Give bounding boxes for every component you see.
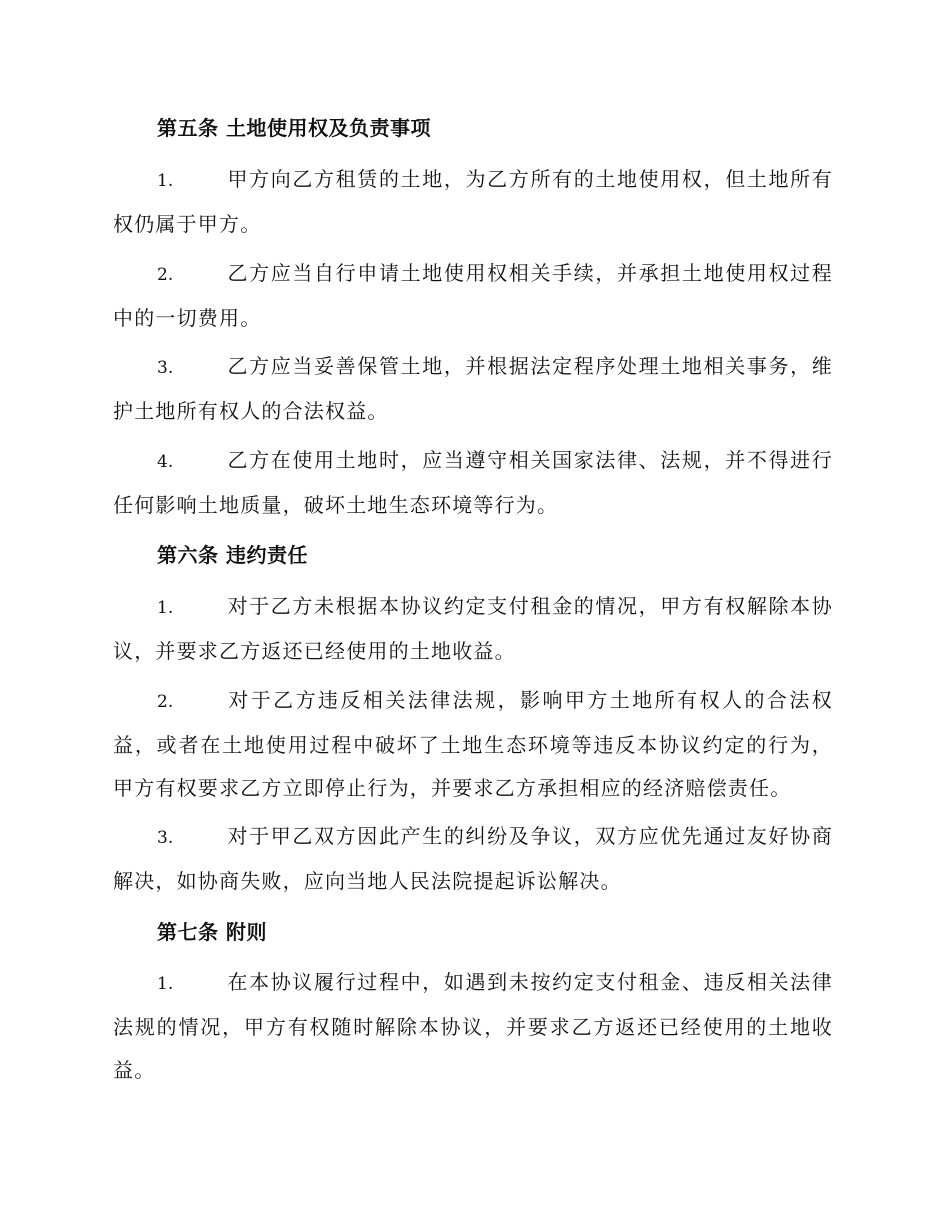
clause-text: 乙方应当妥善保管土地，并根据法定程序处理土地相关事务，维护土地所有权人的合法权益。 (113, 354, 833, 423)
clause-item (113, 961, 833, 1092)
clause-item (113, 815, 833, 903)
clause-text: 乙方应当自行申请土地使用权相关手续，并承担土地使用权过程中的一切费用。 (113, 261, 833, 330)
clause-number: 3. (157, 828, 174, 848)
clause-item (113, 158, 833, 246)
clause-number: 1. (157, 171, 174, 191)
clause-item (113, 679, 833, 810)
clause-text: 乙方在使用土地时，应当遵守相关国家法律、法规，并不得进行任何影响土地质量，破坏土地生态环境等行为。 (113, 448, 833, 517)
section-title: 第五条 土地使用权及负责事项 (157, 116, 431, 140)
clause-text: 在本协议履行过程中，如遇到未按约定支付租金、违反相关法律法规的情况，甲方有权随时解除本协议，并要求乙方返还已经使用的土地收益。 (113, 970, 833, 1082)
clause-number: 3. (157, 358, 174, 378)
section-title: 第六条 违约责任 (157, 543, 308, 567)
clause-number: 1. (157, 974, 174, 994)
clause-item (113, 439, 833, 527)
clause-number: 4. (157, 452, 174, 472)
clause-text: 对于乙方未根据本协议约定支付租金的情况，甲方有权解除本协议，并要求乙方返还已经使用的土地收益。 (113, 594, 833, 663)
clause-item (113, 252, 833, 340)
clause-item (113, 585, 833, 673)
clause-number: 2. (157, 692, 174, 712)
clause-number: 2. (157, 265, 174, 285)
section-title: 第七条 附则 (157, 920, 267, 944)
clause-item (113, 345, 833, 433)
clause-number: 1. (157, 598, 174, 618)
clause-text: 甲方向乙方租赁的土地，为乙方所有的土地使用权，但土地所有权仍属于甲方。 (113, 167, 833, 236)
clause-text: 对于乙方违反相关法律法规，影响甲方土地所有权人的合法权益，或者在土地使用过程中破坏了土地生态环境等违反本协议约定的行为，甲方有权要求乙方立即停止行为，并要求乙方承担相应的经济赔偿责任。 (113, 688, 833, 800)
clause-text: 对于甲乙双方因此产生的纠纷及争议，双方应优先通过友好协商解决，如协商失败，应向当地人民法院提起诉讼解决。 (113, 824, 833, 893)
